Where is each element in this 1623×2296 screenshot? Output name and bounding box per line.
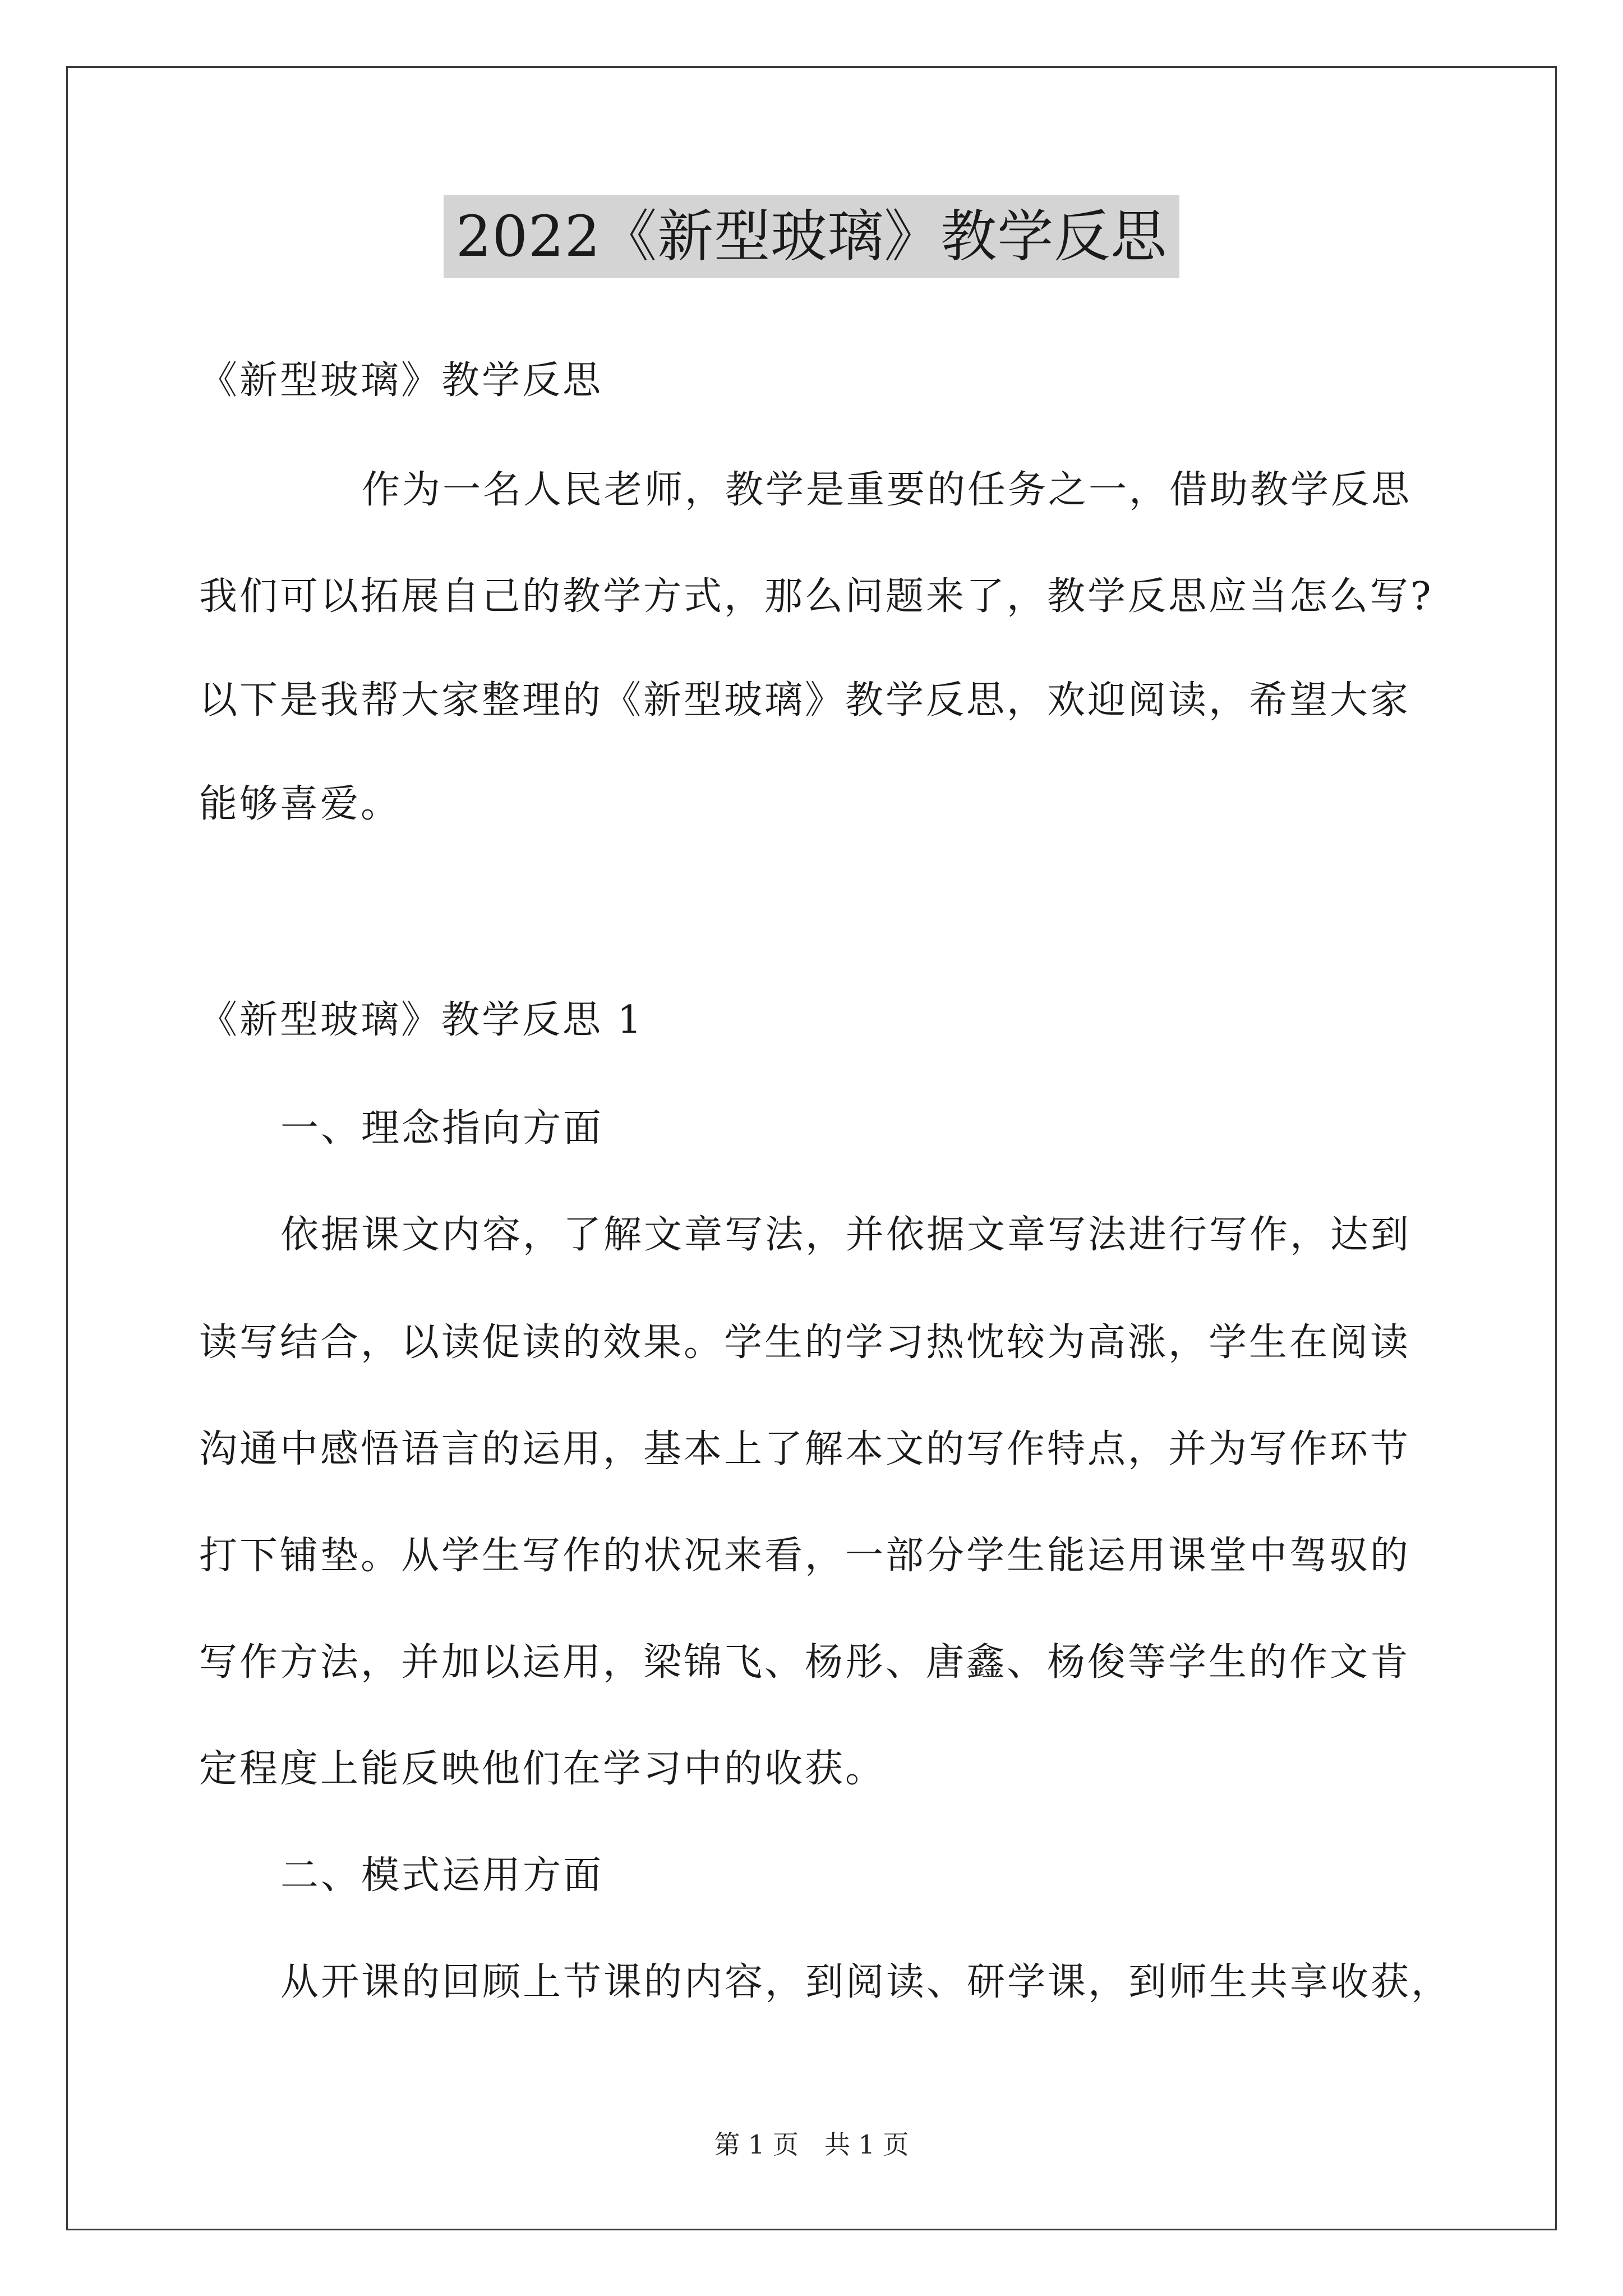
document-title-text: 2022《新型玻璃》教学反思 [444, 195, 1180, 278]
intro-line: 以下是我帮大家整理的《新型玻璃》教学反思，欢迎阅读，希望大家 [199, 678, 1411, 723]
part-heading: 二、模式运用方面 [280, 1853, 604, 1898]
intro-line: 作为一名人民老师，教学是重要的任务之一，借助教学反思 [362, 468, 1412, 512]
paragraph-line: 打下铺垫。从学生写作的状况来看，一部分学生能运用课堂中驾驭的 [199, 1534, 1411, 1578]
subtitle: 《新型玻璃》教学反思 [199, 358, 603, 403]
paragraph-line: 依据课文内容，了解文章写法，并依据文章写法进行写作，达到 [280, 1213, 1412, 1257]
document-title [0, 195, 1623, 278]
part-heading: 一、理念指向方面 [280, 1106, 604, 1151]
paragraph-line: 沟通中感悟语言的运用，基本上了解本文的写作特点，并为写作环节 [199, 1427, 1411, 1471]
page-footer: 第 1 页 共 1 页 [714, 2129, 909, 2160]
paragraph-line: 从开课的回顾上节课的内容，到阅读、研学课，到师生共享收获， [280, 1960, 1452, 2004]
paragraph-line: 读写结合，以读促读的效果。学生的学习热忱较为高涨，学生在阅读 [199, 1320, 1411, 1365]
intro-line: 我们可以拓展自己的教学方式，那么问题来了，教学反思应当怎么写? [199, 574, 1433, 619]
paragraph-line: 定程度上能反映他们在学习中的收获。 [199, 1747, 886, 1791]
paragraph-line: 写作方法，并加以运用，梁锦飞、杨彤、唐鑫、杨俊等学生的作文肯 [199, 1640, 1411, 1685]
intro-line: 能够喜爱。 [199, 782, 402, 826]
section-heading: 《新型玻璃》教学反思 1 [199, 998, 644, 1042]
